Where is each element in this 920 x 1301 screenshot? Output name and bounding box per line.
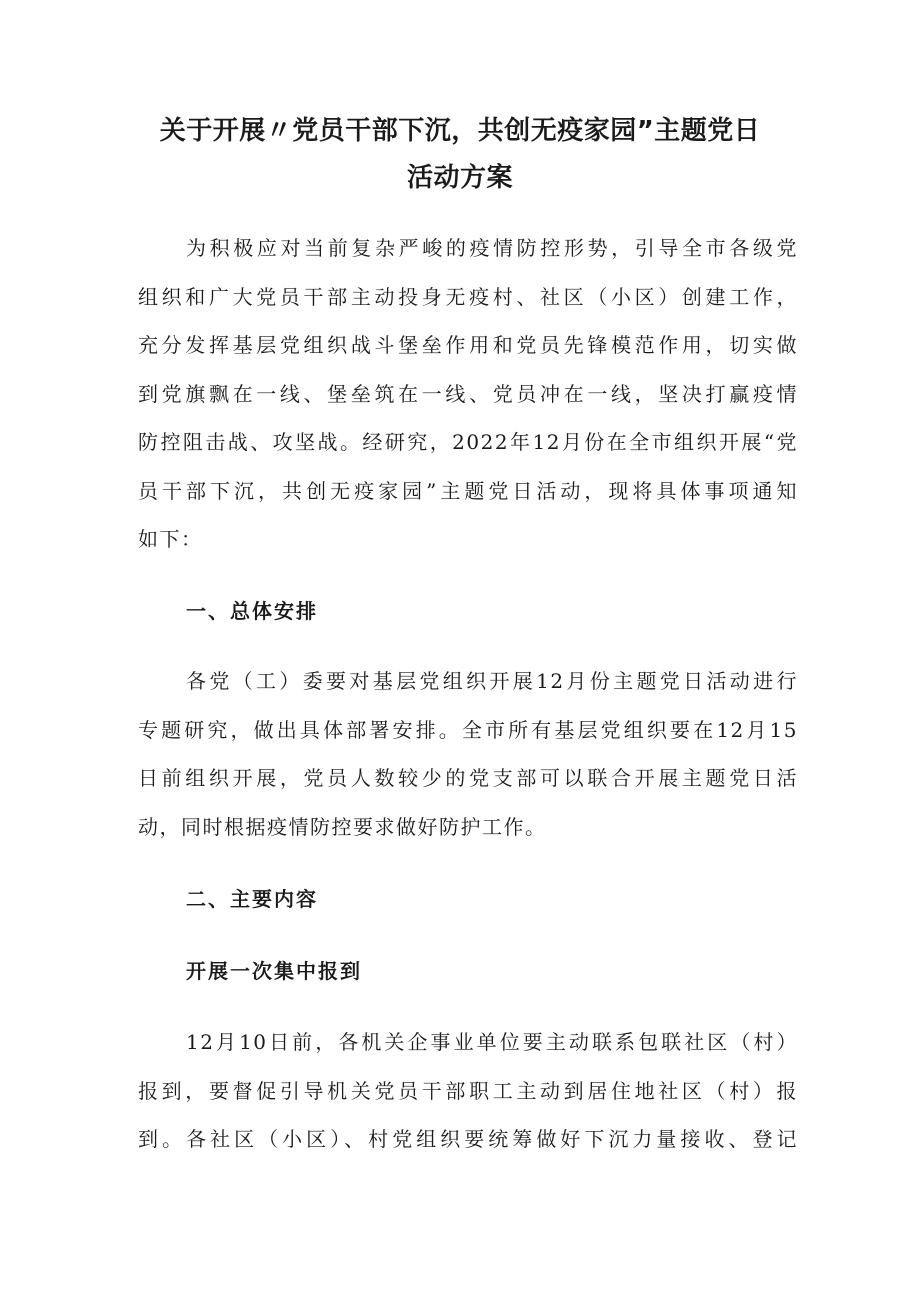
section-2-line-2: 报到，要督促引导机关党员干部职工主动到居住地社区（村）报 [138, 1078, 798, 1103]
section-2-line-1: 12月10日前，各机关企事业单位要主动联系包联社区（村） [186, 1030, 798, 1054]
intro-paragraph [138, 224, 798, 564]
intro-line-1: 为积极应对当前复杂严峻的疫情防控形势，引导全市各级党 [186, 236, 798, 260]
section-2-paragraph [138, 1018, 798, 1164]
section-2-heading: 二、主要内容 [186, 887, 318, 911]
intro-line-6: 员干部下沉，共创无疫家园”主题党日活动，现将具体事项通知 [138, 478, 798, 503]
intro-line-3: 充分发挥基层党组织战斗堡垒作用和党员先锋模范作用，切实做 [138, 333, 798, 357]
document-title-line-2: 活动方案 [406, 163, 513, 193]
document-title-line-1: 关于开展〃党员干部下沉，共创无疫家园”主题党日 [159, 116, 761, 146]
section-1-line-2: 专题研究，做出具体部署安排。全市所有基层党组织要在12月15 [138, 717, 798, 742]
section-1-line-4: 动，同时根据疫情防控要求做好防护工作。 [138, 814, 547, 839]
intro-line-4: 到党旗飘在一线、堡垒筑在一线、党员冲在一线，坚决打赢疫情 [138, 381, 798, 406]
section-1-line-3: 日前组织开展，党员人数较少的党支部可以联合开展主题党日活 [138, 766, 798, 790]
section-1-heading: 一、总体安排 [186, 599, 318, 623]
section-2-line-3: 到。各社区（小区）、村党组织要统筹做好下沉力量接收、登记 [138, 1127, 798, 1151]
subsection-heading: 开展一次集中报到 [186, 959, 362, 983]
intro-line-2: 组织和广大党员干部主动投身无疫村、社区（小区）创建工作， [138, 284, 798, 309]
section-1-line-1: 各党（工）委要对基层党组织开展12月份主题党日活动进行 [186, 669, 798, 693]
intro-line-7: 如下： [138, 527, 203, 551]
section-1-paragraph [138, 657, 798, 851]
intro-line-5: 防控阻击战、攻坚战。经研究，2022年12月份在全市组织开展“党 [138, 430, 798, 454]
